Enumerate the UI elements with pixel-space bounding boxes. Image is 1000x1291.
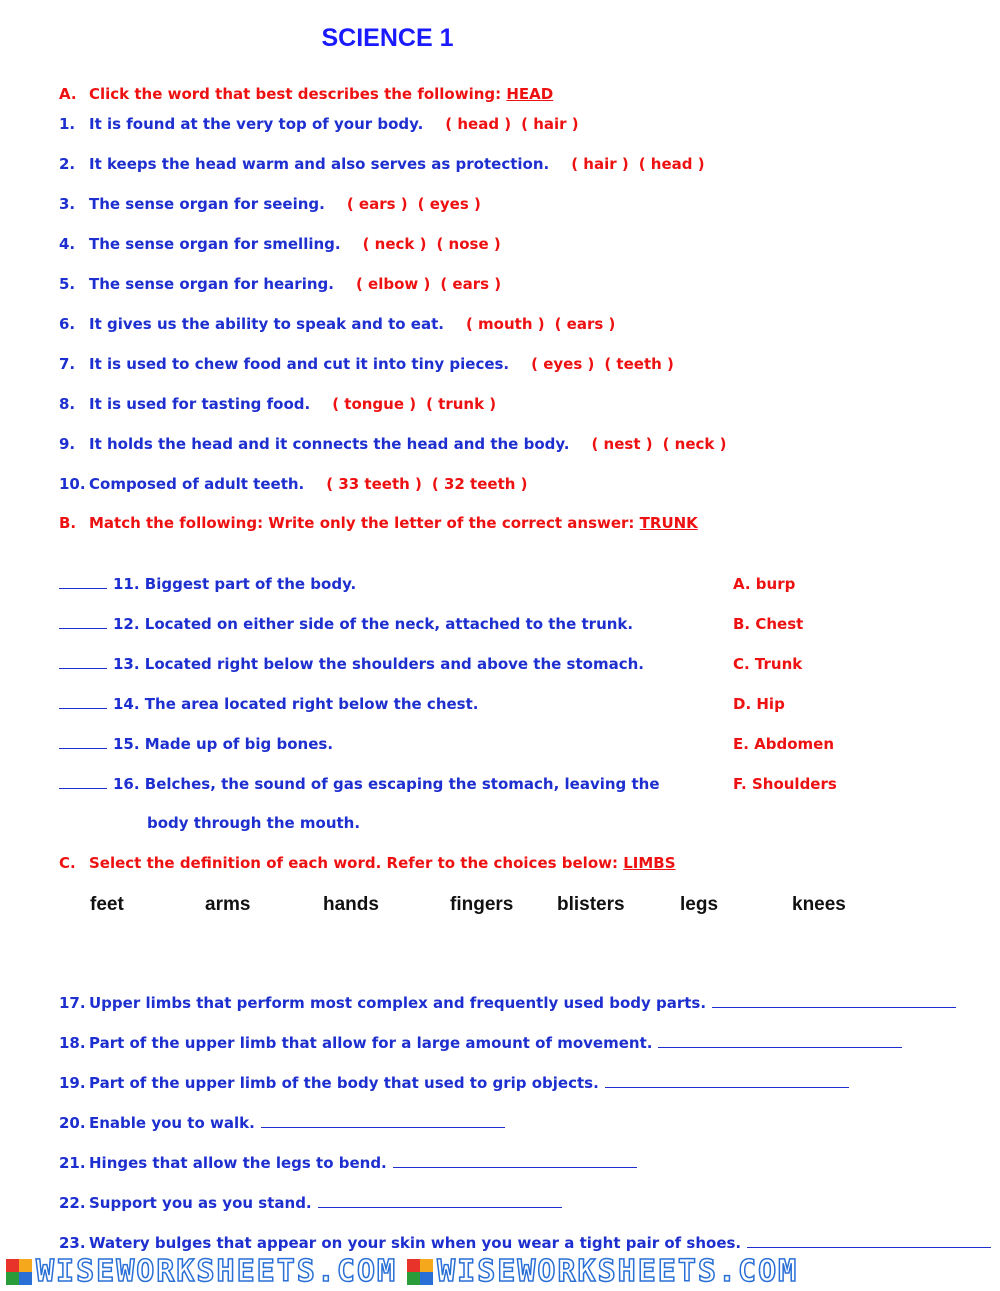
match-item [59, 735, 333, 753]
question-row [59, 115, 579, 133]
question-text: Part of the upper limb that allow for a large amount of movement. [89, 1034, 653, 1052]
match-item-text: 14. The area located right below the chest. [113, 695, 479, 713]
definition-row [59, 1154, 637, 1172]
answer-option[interactable]: ( nest ) [591, 435, 653, 453]
question-row [59, 475, 528, 493]
section-b-keyword: TRUNK [639, 514, 698, 532]
definition-row [59, 1194, 562, 1212]
word-bank-item[interactable]: feet [90, 894, 124, 915]
question-row [59, 275, 501, 293]
answer-option[interactable]: ( eyes ) [417, 195, 481, 213]
answer-option[interactable]: ( head ) [445, 115, 512, 133]
question-number: 23. [59, 1234, 86, 1252]
footer-logo-1 [6, 1254, 397, 1289]
answer-option[interactable]: ( neck ) [662, 435, 727, 453]
answer-option[interactable]: ( nose ) [436, 235, 501, 253]
section-b-heading [59, 514, 698, 532]
question-number: 6. [59, 315, 76, 333]
answer-option[interactable]: ( teeth ) [604, 355, 674, 373]
question-row [59, 435, 726, 453]
question-text: It is found at the very top of your body. [89, 115, 424, 133]
question-number: 5. [59, 275, 76, 293]
word-bank-item[interactable]: arms [205, 894, 251, 915]
question-row [59, 235, 501, 253]
page-title: SCIENCE 1 [321, 24, 454, 52]
answer-blank[interactable] [59, 776, 107, 789]
word-bank-item[interactable]: blisters [557, 894, 625, 915]
question-text: It holds the head and it connects the head and the body. [89, 435, 570, 453]
match-item [59, 775, 660, 793]
section-c-instruction: Select the definition of each word. Refer to the choices below: [89, 854, 624, 872]
footer-watermark [0, 1252, 1000, 1291]
question-text: Hinges that allow the legs to bend. [89, 1154, 387, 1172]
answer-option[interactable]: ( 33 teeth ) [326, 475, 422, 493]
question-text: The sense organ for smelling. [89, 235, 341, 253]
section-a-instruction: Click the word that best describes the following: [89, 85, 507, 103]
answer-blank[interactable] [59, 696, 107, 709]
answer-line[interactable] [318, 1195, 562, 1208]
answer-option[interactable]: ( hair ) [521, 115, 579, 133]
match-choice: E. Abdomen [733, 735, 835, 753]
match-item-text: 13. Located right below the shoulders and above the stomach. [113, 655, 644, 673]
answer-line[interactable] [747, 1235, 991, 1248]
logo-text: WISEWORKSHEETS.COM [36, 1254, 398, 1289]
question-number: 3. [59, 195, 76, 213]
answer-blank[interactable] [59, 616, 107, 629]
question-text: It keeps the head warm and also serves as protection. [89, 155, 550, 173]
question-number: 7. [59, 355, 76, 373]
question-text: Part of the upper limb of the body that used to grip objects. [89, 1074, 599, 1092]
match-item [59, 615, 633, 633]
question-text: It is used for tasting food. [89, 395, 311, 413]
section-a-keyword: HEAD [506, 85, 554, 103]
section-c-heading [59, 854, 676, 872]
item-16-continuation: body through the mouth. [147, 814, 361, 832]
definition-row [59, 1234, 991, 1252]
answer-option[interactable]: ( mouth ) [465, 315, 545, 333]
word-bank-item[interactable]: knees [792, 894, 846, 915]
answer-option[interactable]: ( eyes ) [531, 355, 595, 373]
answer-blank[interactable] [59, 576, 107, 589]
question-row [59, 395, 496, 413]
logo-mark-icon [407, 1259, 433, 1285]
answer-option[interactable]: ( trunk ) [426, 395, 497, 413]
match-item-text: 15. Made up of big bones. [113, 735, 334, 753]
definition-row [59, 994, 956, 1012]
footer-logo-2 [407, 1254, 798, 1289]
answer-option[interactable]: ( elbow ) [355, 275, 431, 293]
question-number: 10. [59, 475, 86, 493]
answer-line[interactable] [261, 1115, 505, 1128]
question-text: The sense organ for seeing. [89, 195, 325, 213]
question-text: Watery bulges that appear on your skin when you wear a tight pair of shoes. [89, 1234, 742, 1252]
match-item [59, 655, 644, 673]
answer-option[interactable]: ( head ) [638, 155, 705, 173]
answer-line[interactable] [712, 995, 956, 1008]
match-choice: A. burp [733, 575, 796, 593]
question-row [59, 315, 615, 333]
question-number: 19. [59, 1074, 86, 1092]
logo-mark-icon [6, 1259, 32, 1285]
question-text: Enable you to walk. [89, 1114, 255, 1132]
section-c-letter: C. [59, 854, 76, 872]
match-choice: F. Shoulders [733, 775, 837, 793]
question-number: 1. [59, 115, 76, 133]
section-a-heading [59, 85, 553, 103]
logo-text: WISEWORKSHEETS.COM [437, 1254, 799, 1289]
match-choice: D. Hip [733, 695, 785, 713]
question-row [59, 195, 481, 213]
answer-line[interactable] [393, 1155, 637, 1168]
question-text: Composed of adult teeth. [89, 475, 305, 493]
question-number: 9. [59, 435, 76, 453]
question-text: Upper limbs that perform most complex and frequently used body parts. [89, 994, 707, 1012]
answer-line[interactable] [605, 1075, 849, 1088]
question-number: 18. [59, 1034, 86, 1052]
match-item-text: 11. Biggest part of the body. [113, 575, 357, 593]
question-row [59, 355, 674, 373]
match-item-text: 16. Belches, the sound of gas escaping the stomach, leaving the [113, 775, 660, 793]
word-bank-item[interactable]: legs [680, 894, 719, 915]
match-choice: C. Trunk [733, 655, 803, 673]
question-number: 22. [59, 1194, 86, 1212]
question-row [59, 155, 705, 173]
question-number: 4. [59, 235, 76, 253]
answer-option[interactable]: ( 32 teeth ) [431, 475, 528, 493]
definition-row [59, 1114, 505, 1132]
section-b-letter: B. [59, 514, 77, 532]
section-c-keyword: LIMBS [623, 854, 676, 872]
question-text: Support you as you stand. [89, 1194, 312, 1212]
word-bank-item[interactable]: hands [323, 894, 379, 915]
answer-option[interactable]: ( neck ) [362, 235, 427, 253]
answer-option[interactable]: ( ears ) [346, 195, 408, 213]
question-number: 2. [59, 155, 76, 173]
question-text: It gives us the ability to speak and to eat. [89, 315, 444, 333]
question-number: 20. [59, 1114, 86, 1132]
question-number: 8. [59, 395, 76, 413]
answer-line[interactable] [658, 1035, 902, 1048]
question-number: 21. [59, 1154, 86, 1172]
question-text: It is used to chew food and cut it into tiny pieces. [89, 355, 510, 373]
answer-option[interactable]: ( tongue ) [332, 395, 417, 413]
question-text: The sense organ for hearing. [89, 275, 334, 293]
definition-row [59, 1074, 849, 1092]
answer-option[interactable]: ( hair ) [571, 155, 629, 173]
answer-option[interactable]: ( ears ) [554, 315, 616, 333]
match-item [59, 695, 478, 713]
section-a-letter: A. [59, 85, 77, 103]
section-b-instruction: Match the following: Write only the letter of the correct answer: [89, 514, 640, 532]
match-choice: B. Chest [733, 615, 804, 633]
answer-blank[interactable] [59, 736, 107, 749]
word-bank-item[interactable]: fingers [450, 894, 514, 915]
match-item-text: 12. Located on either side of the neck, attached to the trunk. [113, 615, 634, 633]
definition-row [59, 1034, 902, 1052]
answer-blank[interactable] [59, 656, 107, 669]
answer-option[interactable]: ( ears ) [440, 275, 502, 293]
match-item [59, 575, 356, 593]
question-number: 17. [59, 994, 86, 1012]
